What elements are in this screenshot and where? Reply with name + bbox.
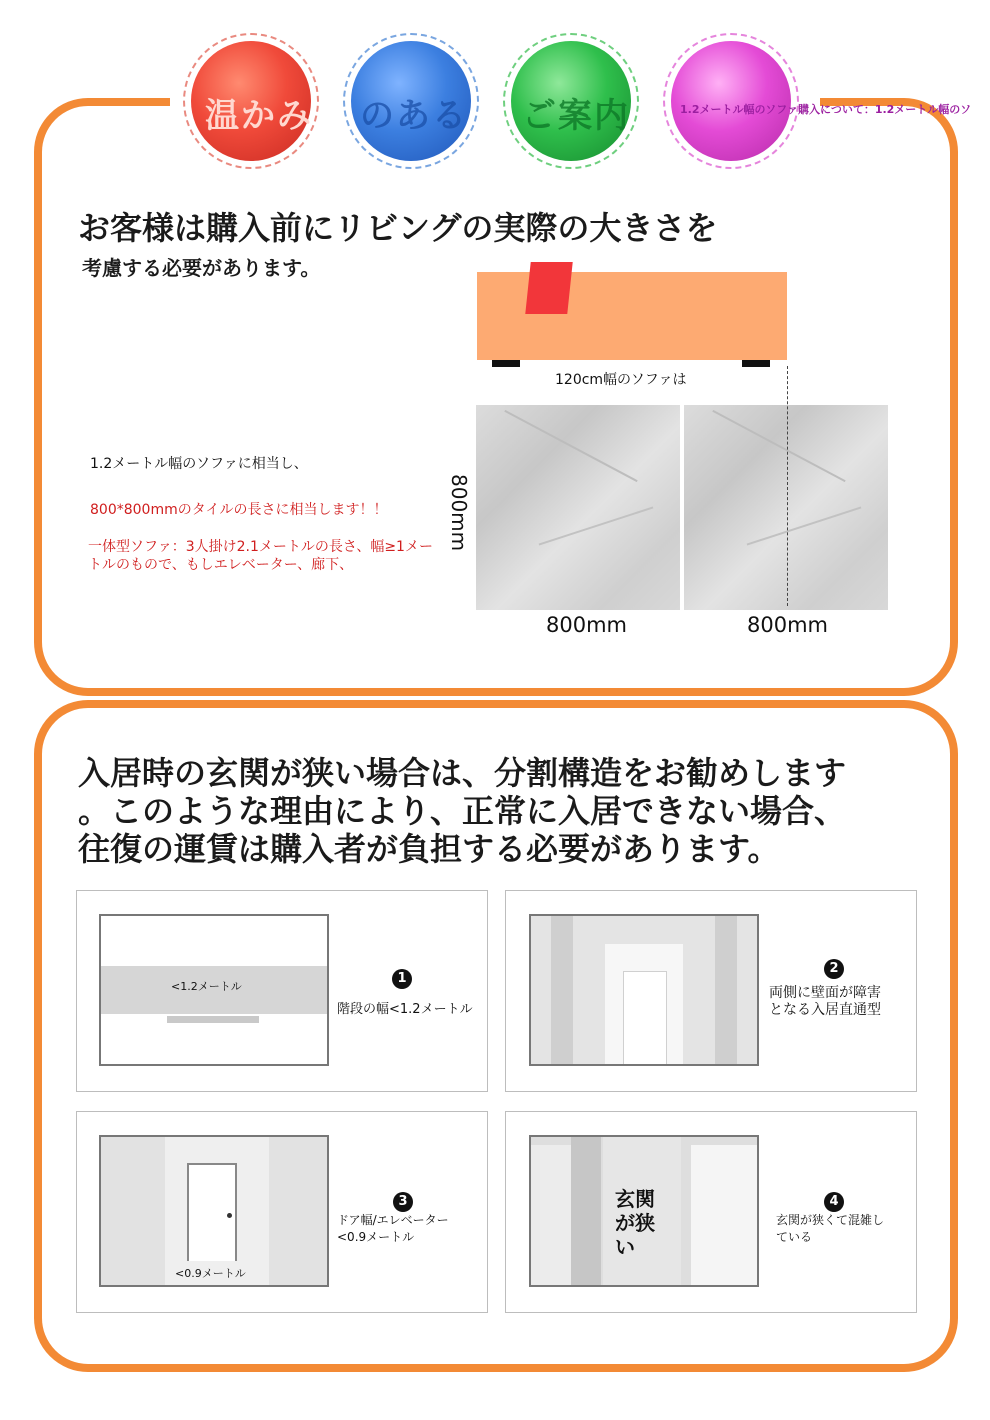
narrow-entrance-label: 玄関が狭い (615, 1187, 655, 1259)
door-width-diagram (99, 1135, 329, 1287)
header-marquee-text: 1.2メートル幅のソファ購入について：1.2メートル幅のソ (680, 103, 972, 116)
note-one-piece-sofa: 一体型ソファ：3人掛け2.1メートルの長さ、幅≥1メートルのもので、もしエレベーター、廊下、 (88, 539, 433, 573)
sofa-illustration (477, 272, 787, 360)
card-number-1: 1 (392, 969, 412, 989)
door-width-label: <0.9メートル (175, 1267, 246, 1280)
narrow-entrance-diagram (529, 1135, 759, 1287)
tile-bottom-dimension-left: 800mm (546, 613, 627, 637)
stair-width-diagram (99, 914, 329, 1066)
note-sofa-equivalent: 1.2メートル幅のソファに相当し、 (90, 456, 308, 472)
entrance-card-2 (505, 890, 917, 1092)
note-tile-equivalent: 800*800mmのタイルの長さに相当します！！ (90, 502, 388, 518)
sofa-leg-right (742, 360, 770, 367)
entrance-card-4 (505, 1111, 917, 1313)
card-number-3: 3 (393, 1192, 413, 1212)
sofa-width-guide-line (787, 366, 788, 606)
card-number-2: 2 (824, 959, 844, 979)
header-word-1: 温かみ (205, 96, 313, 136)
sofa-cushion (525, 262, 572, 314)
card-number-4: 4 (824, 1192, 844, 1212)
card-text-3: ドア幅/エレベーター<0.9メートル (337, 1213, 449, 1244)
door-outline (187, 1163, 237, 1261)
section2-title-line-3: 往復の運賃は購入者が負担する必要があります。 (78, 830, 780, 868)
sofa-caption: 120cm幅のソファは (555, 372, 687, 388)
tile-bottom-dimension-right: 800mm (747, 613, 828, 637)
card-text-4: 玄関が狭くて混雑している (776, 1213, 885, 1244)
card-text-2: 両側に壁面が障害となる入居直通型 (769, 985, 881, 1018)
sofa-leg-left (492, 360, 520, 367)
section1-title: お客様は購入前にリビングの実際の大きさを (78, 209, 718, 247)
floor-tile-right (684, 405, 888, 610)
floor-tile-left (476, 405, 680, 610)
entrance-card-3 (76, 1111, 488, 1313)
section2-title-line-1: 入居時の玄関が狭い場合は、分割構造をお勧めします (78, 754, 847, 792)
corridor-diagram (529, 914, 759, 1066)
stair-width-label: <1.2メートル (171, 980, 242, 993)
header-word-2: のある (360, 96, 468, 136)
section1-subtitle: 考慮する必要があります。 (82, 256, 321, 280)
card-text-1: 階段の幅<1.2メートル (337, 1002, 473, 1017)
header-word-3: ご案内 (522, 96, 630, 136)
entrance-card-1 (76, 890, 488, 1092)
section2-title-line-2: 。このような理由により、正常に入居できない場合、 (78, 792, 847, 830)
section2-title (78, 754, 846, 868)
tile-side-dimension: 800mm (447, 474, 471, 552)
